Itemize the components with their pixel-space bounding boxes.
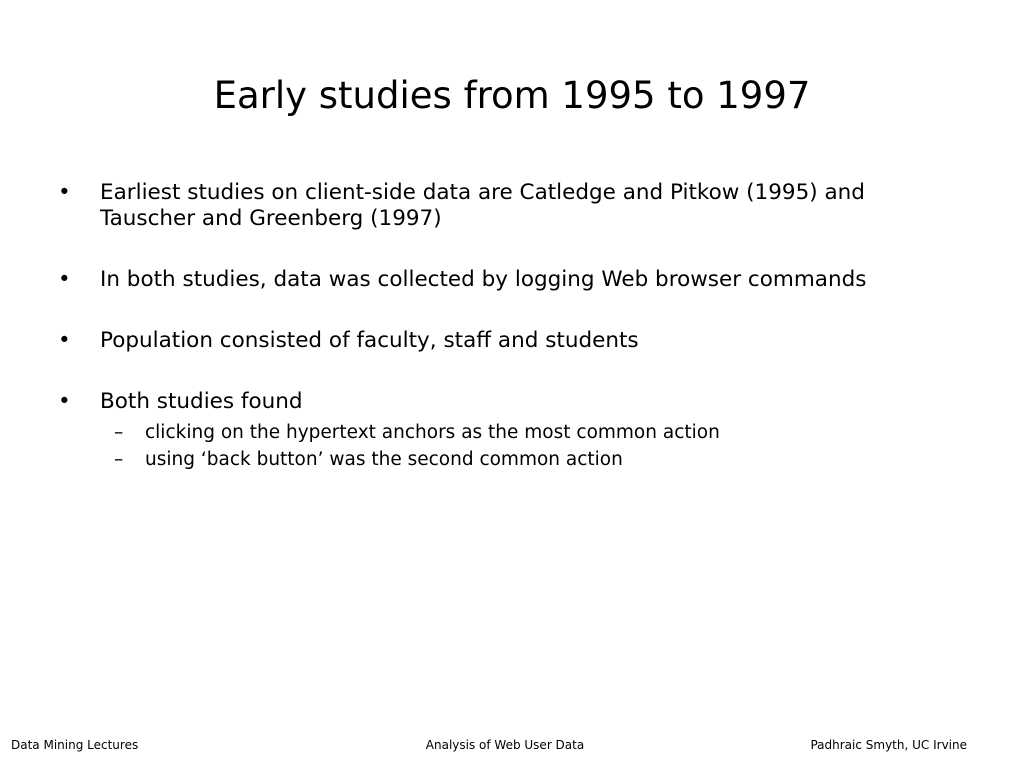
bullet-marker: • bbox=[58, 180, 71, 205]
sub-bullet-text: using ‘back button’ was the second common action bbox=[145, 449, 623, 470]
bullet-item bbox=[58, 389, 958, 473]
bullet-text: Both studies found bbox=[100, 389, 303, 414]
bullet-list bbox=[58, 180, 958, 473]
bullet-item bbox=[58, 328, 958, 354]
bullet-marker: • bbox=[58, 267, 71, 292]
bullet-text: Earliest studies on client-side data are Catledge and Pitkow (1995) and Tauscher and Greenberg (1997) bbox=[100, 180, 865, 231]
footer-course: Data Mining Lectures bbox=[11, 738, 139, 752]
bullet-text: In both studies, data was collected by logging Web browser commands bbox=[100, 267, 867, 292]
sub-bullet-marker: – bbox=[114, 422, 124, 443]
bullet-text: Population consisted of faculty, staff and students bbox=[100, 328, 639, 353]
sub-bullet-list bbox=[100, 419, 958, 473]
sub-bullet-item bbox=[100, 419, 958, 446]
footer-author: Padhraic Smyth, UC Irvine bbox=[810, 738, 967, 752]
bullet-marker: • bbox=[58, 389, 71, 414]
bullet-marker: • bbox=[58, 328, 71, 353]
sub-bullet-text: clicking on the hypertext anchors as the most common action bbox=[145, 422, 720, 443]
bullet-item bbox=[58, 267, 958, 293]
footer-topic: Analysis of Web User Data bbox=[425, 738, 585, 752]
bullet-item bbox=[58, 180, 958, 232]
slide-title: Early studies from 1995 to 1997 bbox=[213, 74, 811, 117]
sub-bullet-item bbox=[100, 446, 958, 473]
sub-bullet-marker: – bbox=[114, 449, 124, 470]
